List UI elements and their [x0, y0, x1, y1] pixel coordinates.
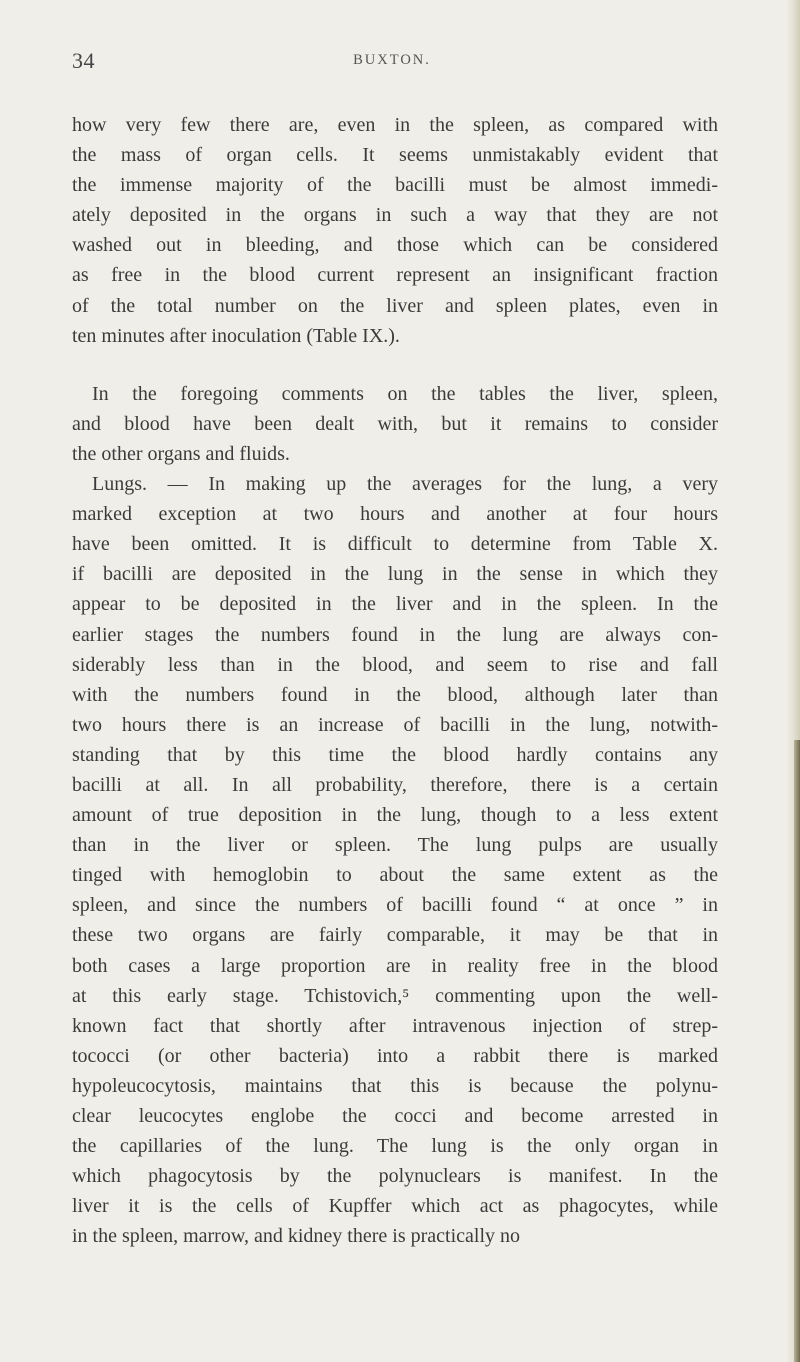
text-line: washed out in bleeding, and those which can be considered: [72, 234, 718, 257]
page-number: 34: [72, 48, 95, 73]
text-line: tococci (or other bacteria) into a rabbit there is marked: [72, 1044, 718, 1067]
text-line: spleen, and since the numbers of bacilli found “ at once ” in: [72, 894, 718, 917]
text-line: hypoleucocytosis, maintains that this is because the polynu-: [72, 1074, 718, 1097]
text-line: tinged with hemoglobin to about the same extent as the: [72, 864, 718, 887]
text-line: In the foregoing comments on the tables the liver, spleen,: [92, 382, 718, 405]
text-line: liver it is the cells of Kupffer which act as phagocytes, while: [72, 1195, 718, 1218]
text-line: have been omitted. It is difficult to determine from Table X.: [72, 533, 718, 556]
text-line: the capillaries of the lung. The lung is the only organ in: [72, 1135, 718, 1158]
text-line: Lungs. — In making up the averages for the lung, a very: [92, 473, 718, 496]
page-edge-shadow: [794, 740, 800, 1362]
text-line: these two organs are fairly comparable, it may be that in: [72, 924, 718, 947]
text-line: at this early stage. Tchistovich,⁵ commenting upon the well-: [72, 984, 718, 1007]
text-line: amount of true deposition in the lung, though to a less extent: [72, 804, 718, 827]
text-line: and blood have been dealt with, but it remains to consider: [72, 412, 718, 435]
text-line: if bacilli are deposited in the lung in the sense in which they: [72, 563, 718, 586]
paragraph-3: [72, 469, 718, 1251]
text-line: the mass of organ cells. It seems unmistakably evident that: [72, 144, 718, 167]
text-line: earlier stages the numbers found in the lung are always con-: [72, 623, 718, 646]
paragraph-2: [72, 379, 718, 469]
text-line: known fact that shortly after intravenous injection of strep-: [72, 1014, 718, 1037]
text-line: with the numbers found in the blood, although later than: [72, 683, 718, 706]
text-line: bacilli at all. In all probability, therefore, there is a certain: [72, 773, 718, 796]
text-line: two hours there is an increase of bacilli in the lung, notwith-: [72, 713, 718, 736]
text-line: the immense majority of the bacilli must be almost immedi-: [72, 174, 718, 197]
text-line: in the spleen, marrow, and kidney there is practically no: [72, 1225, 520, 1248]
paragraph-gap: [72, 351, 718, 379]
page-header: [72, 48, 732, 78]
text-line: which phagocytosis by the polynuclears is manifest. In the: [72, 1165, 718, 1188]
text-line: the other organs and fluids.: [72, 442, 290, 465]
text-line: than in the liver or spleen. The lung pulps are usually: [72, 834, 718, 857]
text-line: as free in the blood current represent an insignificant fraction: [72, 264, 718, 287]
text-line: siderably less than in the blood, and seem to rise and fall: [72, 653, 718, 676]
paragraph-1: [72, 110, 718, 351]
text-line: marked exception at two hours and another at four hours: [72, 503, 718, 526]
text-line: ately deposited in the organs in such a way that they are not: [72, 204, 718, 227]
text-line: both cases a large proportion are in reality free in the blood: [72, 954, 718, 977]
text-line: of the total number on the liver and spleen plates, even in: [72, 294, 718, 317]
text-line: how very few there are, even in the spleen, as compared with: [72, 114, 718, 136]
text-line: appear to be deposited in the liver and in the spleen. In the: [72, 593, 718, 616]
running-head: BUXTON.: [353, 52, 431, 68]
body-text: [72, 110, 718, 1251]
text-line: ten minutes after inoculation (Table IX.).: [72, 324, 400, 347]
text-line: standing that by this time the blood hardly contains any: [72, 743, 718, 766]
text-line: clear leucocytes englobe the cocci and become arrested in: [72, 1105, 718, 1127]
